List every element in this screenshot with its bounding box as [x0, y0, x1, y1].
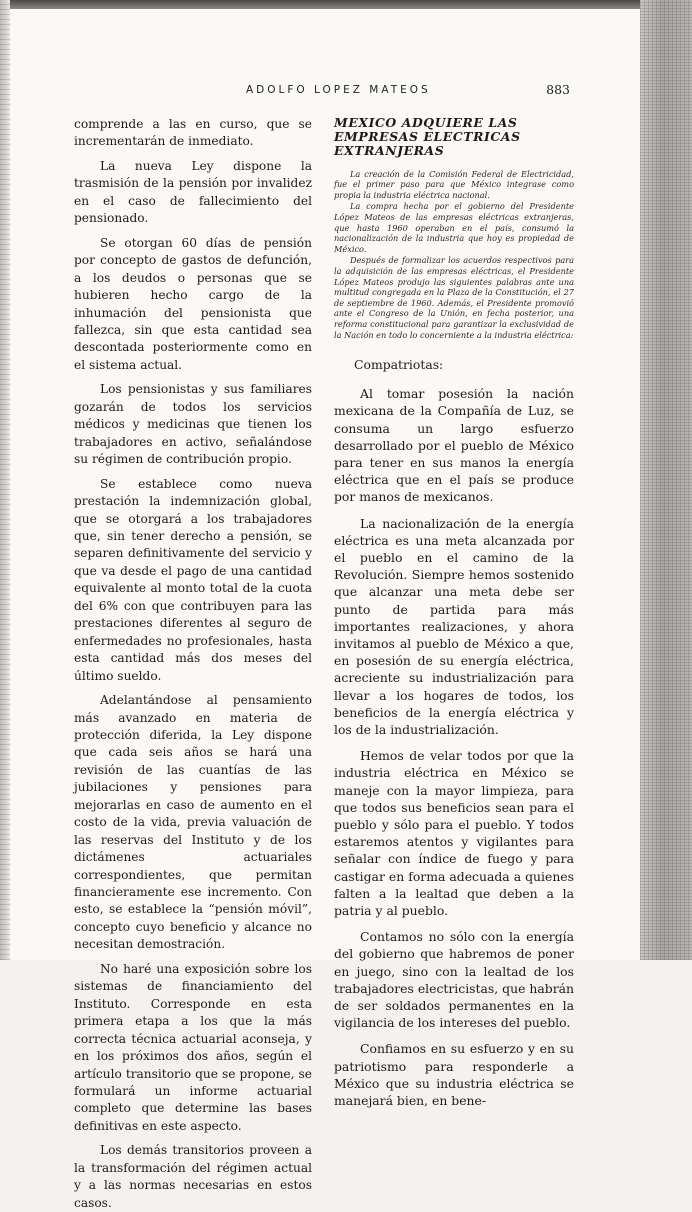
- summary-paragraph: La creación de la Comisión Federal de Electricidad, fue el primer paso para que México integrase como propia la industria eléctrica nacional.: [334, 168, 574, 200]
- paragraph: Al tomar posesión la nación mexicana de la Compañía de Luz, se consuma un largo esfuerzo desarrollado por el pueblo de México para tener en sus manos la energía eléctrica que en el país se produce por manos de mexicanos.: [334, 386, 574, 505]
- paragraph: Hemos de velar todos por que la industria eléctrica en México se maneje con la mayor limpieza, para que todos sus beneficios sean para el pueblo y sólo para el pueblo. Y todos estaremos atentos y vigilantes para señalar con índice de fuego y para castigar en forma adecuada a quienes falten a la lealtad que deben a la patria y al pueblo.: [334, 748, 574, 918]
- left-column: [74, 116, 312, 1212]
- paragraph: comprende a las en curso, que se incrementarán de inmediato.: [74, 117, 312, 149]
- scan-top-edge: [0, 0, 640, 9]
- binding-edge: [0, 0, 10, 960]
- summary-paragraph: Después de formalizar los acuerdos respectivos para la adquisición de las empresas eléctricas, el Presidente López Mateos produjo las siguientes palabras ante una multitud congregada en la Plaza de la Constitución, el 27 de septiembre de 1960. Además, el Presidente promovió ante el Congreso de la Unión, en fecha posterior, una reforma constitucional para garantizar la exclusividad de la Nación en todo lo concerniente a la industria eléctrica:: [334, 255, 574, 340]
- paragraph: Los demás transitorios proveen a la transformación del régimen actual y a las normas necesarias en estos casos.: [74, 1143, 312, 1210]
- right-column: [334, 116, 574, 1109]
- page-number: 883: [546, 82, 570, 97]
- paragraph: Los pensionistas y sus familiares gozarán de todos los servicios médicos y medicinas que tienen los trabajadores en activo, señalándose su régimen de contribución propio.: [74, 382, 312, 467]
- paragraph: Confiamos en su esfuerzo y en su patriotismo para responderle a México que su industria eléctrica se manejará bien, en bene-: [334, 1041, 574, 1109]
- paragraph: Adelantándose al pensamiento más avanzado en materia de protección diferida, la Ley dispone que cada seis años se hará una revisión de las cuantías de las jubilaciones y pensiones para mejorarlas en caso de aumento en el costo de la vida, previa valuación de las reservas del Instituto y de los dictámenes actuariales correspondientes, que permitan financieramente ese incremento. Con esto, se establece la “pensión móvil”, concepto cuyo beneficio y alcance no necesitan demostración.: [74, 693, 312, 952]
- paragraph: Se otorgan 60 días de pensión por concepto de gastos de defunción, a los deudos o personas que se hubieren hecho cargo de la inhumación del pensionista que fallezca, sin que esta cantidad sea descontada posteriormente como en el sistema actual.: [74, 235, 312, 372]
- paragraph: No haré una exposición sobre los sistemas de financiamiento del Instituto. Corresponde en esta primera etapa a los que la más correcta técnica actuarial aconseja, y en los próximos dos años, según el artículo transitorio que se propone, se formulará un informe actuarial completo que determine las bases definitivas en este aspecto.: [74, 961, 312, 1133]
- summary-paragraph: La compra hecha por el gobierno del Presidente López Mateos de las empresas eléctricas extranjeras, que hasta 1960 operaban en el país, consumó la nacionalización de la industria que hoy es propiedad de México.: [334, 201, 574, 254]
- salutation: Compatriotas:: [354, 357, 444, 373]
- paragraph: La nacionalización de la energía eléctrica es una meta alcanzada por el pueblo en el camino de la Revolución. Siempre hemos sostenido que alcanzar una meta debe ser punto de partida para más importantes realizaciones, y ahora invitamos al pueblo de México a que, en posesión de su energía eléctrica, acreciente su industrialización para llevar a los hogares de todos, los beneficios de la energía eléctrica y los de la industrialización.: [334, 515, 574, 737]
- scan-side-margin: [640, 0, 692, 960]
- paragraph: La nueva Ley dispone la trasmisión de la pensión por invalidez en el caso de fallecimiento del pensionado.: [74, 158, 312, 226]
- paragraph: Se establece como nueva prestación la indemnización global, que se otorgará a los trabajadores que, sin tener derecho a pensión, se separen definitivamente del servicio y que va desde el pago de una cantidad equivalente al monto total de la cuota del 6% con que contribuyen para las prestaciones diferentes al seguro de enfermedades no profesionales, hasta esta cantidad más dos meses del último sueldo.: [74, 476, 312, 683]
- running-head: ADOLFO LOPEZ MATEOS: [246, 84, 431, 96]
- paragraph: Contamos no sólo con la energía del gobierno que habremos de poner en juego, sino con la lealtad de los trabajadores electricistas, que habrán de ser soldados permanentes en la vigilancia de los intereses del pueblo.: [334, 929, 574, 1031]
- article-title: MEXICO ADQUIERE LAS EMPRESAS ELECTRICAS EXTRANJERAS: [334, 115, 521, 159]
